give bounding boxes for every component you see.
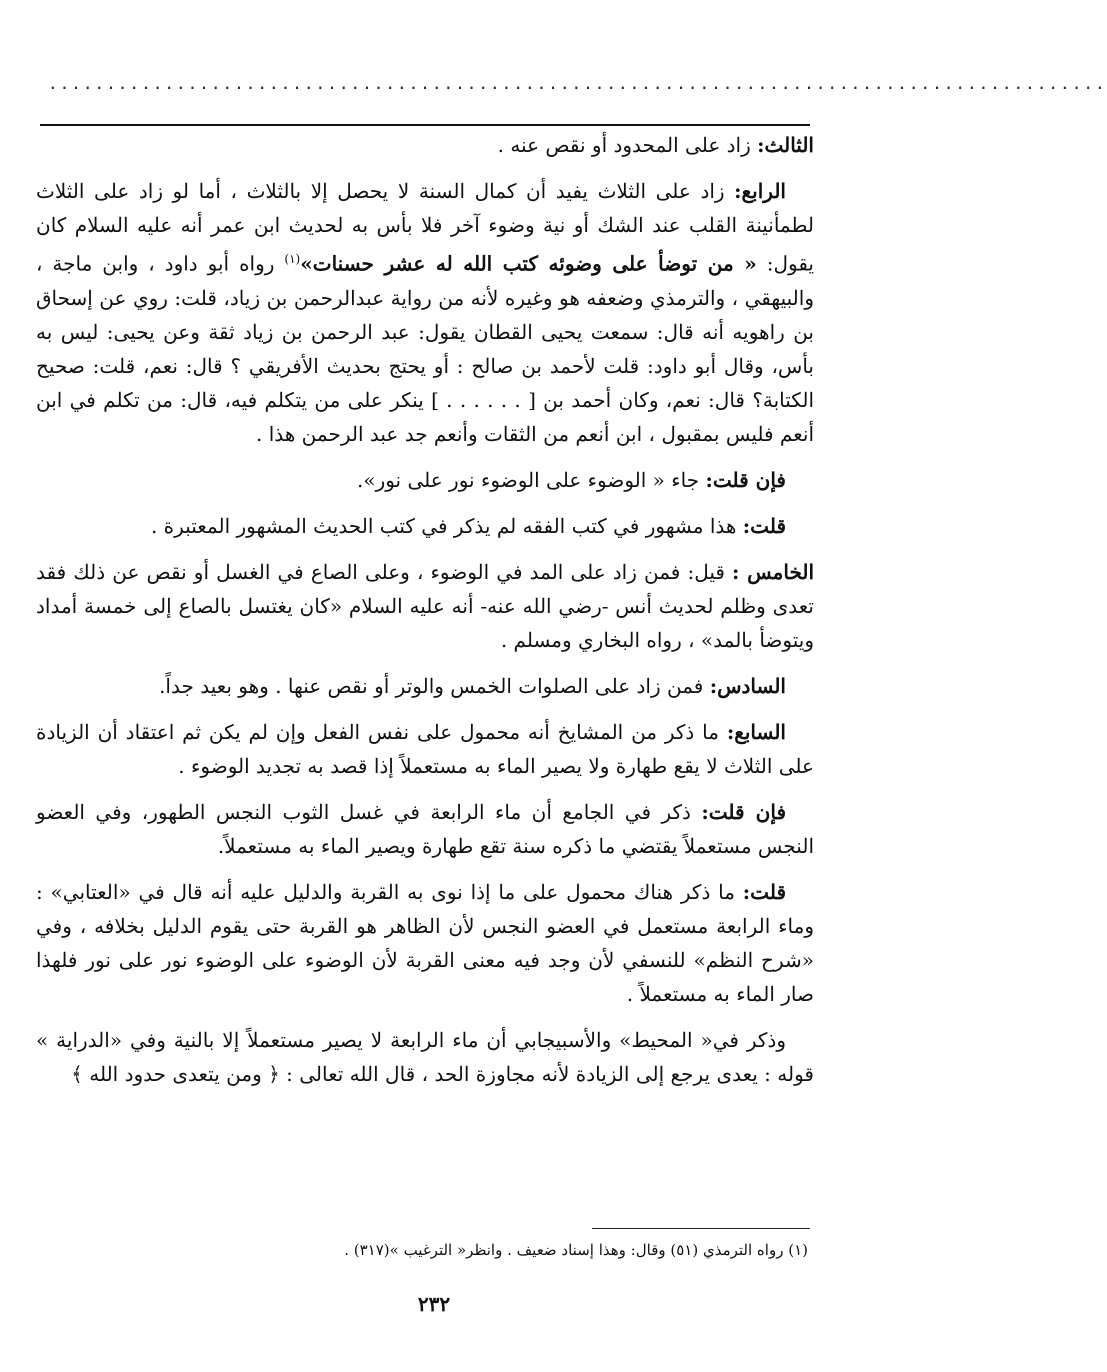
footnote: (١) رواه الترمذي (٥١) وقال: وهذا إسناد ضعيف . وانظر« الترغيب »(٣١٧) . xyxy=(344,1241,808,1259)
paragraph-text: ما ذكر من المشايخ أنه محمول على نفس الفعل وإن لم يكن ثم اعتقاد أن الزيادة على الثلاث لا يقع طهارة ولا يصير الماء به مستعملاً إذا قصد به تجديد الوضوء . xyxy=(36,719,814,778)
paragraph-text: زاد على الثلاث يفيد أن كمال السنة لا يحصل إلا بالثلاث ، أما لو زاد على الثلاث لطمأنينة القلب عند الشك أو نية وضوء آخر فلا بأس به لحديث ابن عمر أنه عليه السلام كان يقول: xyxy=(36,179,814,276)
paragraph-lead: الثالث: xyxy=(757,133,814,157)
paragraph-lead: قلت: xyxy=(742,879,786,904)
hadith-quote: « من توضأ على وضوئه كتب الله له عشر حسنات» xyxy=(300,251,757,276)
paragraph-lead: الخامس : xyxy=(732,559,815,584)
paragraph-third xyxy=(36,128,814,162)
paragraph-fourth xyxy=(36,174,814,451)
paragraph-text: ذكر في الجامع أن ماء الرابعة في غسل الثوب النجس الطهور، وفي العضو النجس مستعملاً يقتضي ما ذكره سنة تقع طهارة ويصير الماء به مستعملاً. xyxy=(36,799,814,858)
paragraph-answer xyxy=(36,509,814,543)
paragraph-answer-2 xyxy=(36,875,814,1011)
footnote-rule xyxy=(592,1228,810,1229)
paragraph-text: زاد على المحدود أو نقص عنه . xyxy=(497,133,758,157)
paragraph-text: قيل: فمن زاد على المد في الوضوء ، وعلى الصاع في الغسل أو نقص عن ذلك فقد تعدى وظلم لحديث أنس -رضي الله عنه- أنه عليه السلام «كان يغتسل بالصاع إلى خمسة أمداد ويتوضأ بالمد» ، رواه البخاري ومسلم . xyxy=(36,559,814,652)
paragraph-fifth xyxy=(36,555,814,657)
paragraph-text: وذكر في« المحيط» والأسبيجابي أن ماء الرابعة لا يصير مستعملاً إلا بالنية وفي «الدراية » قوله : يعدى يرجع إلى الزيادة لأنه مجاوزة الحد ، قال الله تعالى : ﴿ ومن يتعدى حدود الله ﴾ xyxy=(36,1027,814,1086)
paragraph-lead: فإن قلت: xyxy=(701,799,787,824)
paragraph-lead: فإن قلت: xyxy=(705,467,786,492)
paragraph-seventh xyxy=(36,715,814,783)
footnote-marker: (١) xyxy=(284,252,301,266)
paragraph-text: جاء « الوضوء على الوضوء نور على نور». xyxy=(356,467,706,492)
top-rule xyxy=(40,124,810,126)
paragraph-closing xyxy=(36,1023,814,1091)
paragraph-lead: الرابع: xyxy=(734,179,786,203)
paragraph-text: فمن زاد على الصلوات الخمس والوتر أو نقص عنها . وهو بعيد جداً. xyxy=(159,673,710,698)
paragraph-question xyxy=(36,463,814,497)
paragraph-lead: السادس: xyxy=(709,673,786,698)
paragraph-lead: قلت: xyxy=(742,513,786,538)
paragraph-text: ما ذكر هناك محمول على ما إذا نوى به القربة والدليل عليه أنه قال في «العتابي» : وماء الرابعة مستعمل في العضو النجس لأن الظاهر هو القربة حتى يقوم الدليل بخلافه ، وفي «شرح النظم» للنسفي لأن وجد فيه معنى القربة لأن الوضوء على الوضوء نور على نور فلهذا صار الماء به مستعملاً . xyxy=(36,879,814,1006)
paragraph-lead: السابع: xyxy=(726,719,786,744)
paragraph-sixth xyxy=(36,669,814,703)
dotted-divider: ........................................................................................... xyxy=(48,74,1107,93)
paragraph-text: هذا مشهور في كتب الفقه لم يذكر في كتب الحديث المشهور المعتبرة . xyxy=(150,513,743,538)
page-number: ٢٣٢ xyxy=(417,1292,451,1316)
paragraph-text: رواه أبو داود ، وابن ماجة ، والبيهقي ، والترمذي وضعفه هو وغيره لأنه من رواية عبدالرحمن بن زياد، قلت: روي عن إسحاق بن راهويه أنه قال: سمعت يحيى القطان يقول: عبد الرحمن بن زياد ثقة وعن يحيى: ليس به بأس، وقال أبو داود: قلت لأحمد بن صالح : أو يحتج بحديث الأفريقي ؟ قال: نعم، قلت: صحيح الكتابة؟ قال: نعم، وكان أحمد بن [ . . . . . . ] ينكر على من يتكلم فيه، قال: من تكلم في ابن أنعم فليس بمقبول ، ابن أنعم من الثقات وأنعم جد عبد الرحمن هذا . xyxy=(36,251,814,446)
main-text xyxy=(36,128,814,1103)
paragraph-question-2 xyxy=(36,795,814,863)
